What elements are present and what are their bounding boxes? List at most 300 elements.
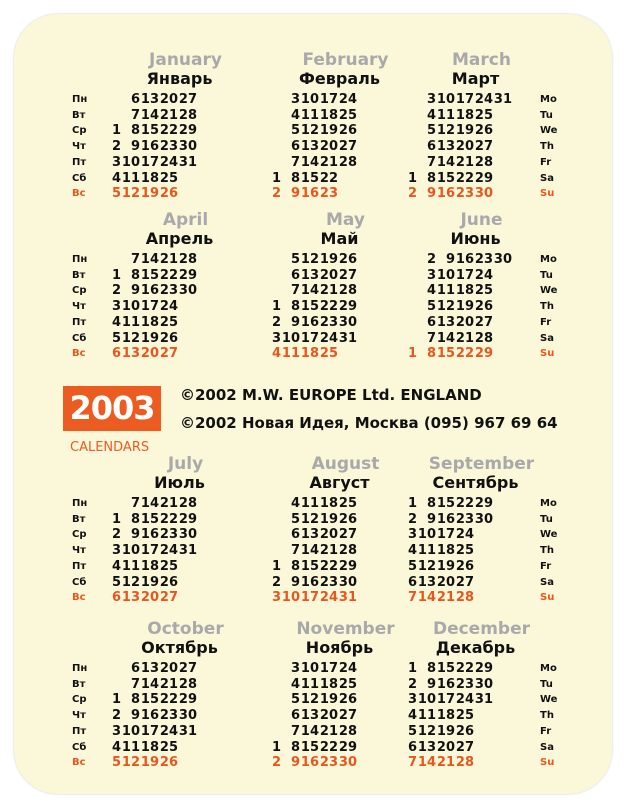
week-row xyxy=(262,755,357,771)
weekday-label-en: Fr xyxy=(540,316,552,328)
month-name-russian: Август xyxy=(309,473,370,492)
weekday-label-ru: Пн xyxy=(72,94,88,105)
weekday-label-en: Sa xyxy=(540,741,554,753)
day-cell: 23 xyxy=(455,511,474,527)
day-cell: 19 xyxy=(140,574,159,590)
day-cell: 9 xyxy=(130,708,140,724)
weekday-label-en: We xyxy=(540,529,558,541)
day-cell: 30 xyxy=(338,314,357,330)
week-row xyxy=(262,299,357,315)
day-cell: 24 xyxy=(319,330,338,346)
month-name-russian: Декабрь xyxy=(435,638,516,657)
day-cell: 7 xyxy=(130,107,140,123)
day-cell: 11 xyxy=(300,107,319,123)
day-cell: 23 xyxy=(455,186,474,202)
week-row xyxy=(398,331,512,347)
day-cell: 24 xyxy=(455,692,474,708)
day-cell: 31 xyxy=(178,543,197,559)
week-row xyxy=(398,590,493,606)
day-cell: 30 xyxy=(178,708,197,724)
weekday-label-en: Tu xyxy=(540,109,553,121)
day-cell: 16 xyxy=(300,314,319,330)
day-cell: 6 xyxy=(290,527,300,543)
day-cell: 18 xyxy=(436,543,455,559)
weekday-label-ru: Чт xyxy=(72,301,86,313)
day-cell: 19 xyxy=(455,123,474,139)
day-cell: 6 xyxy=(111,590,121,606)
day-cell: 28 xyxy=(455,590,474,606)
week-row xyxy=(262,268,357,284)
day-cell: 30 xyxy=(178,283,197,299)
week-row xyxy=(398,575,493,591)
week-row xyxy=(102,559,197,575)
month-name-english: July xyxy=(167,454,204,474)
day-cell: 8 xyxy=(290,558,300,574)
day-cell: 3 xyxy=(111,154,121,170)
month-name-english: May xyxy=(326,210,365,230)
day-cell: 2 xyxy=(111,139,121,155)
day-cell: 10 xyxy=(300,661,319,676)
week-row xyxy=(262,708,357,724)
day-cell: 4 xyxy=(271,346,281,362)
day-cell: 18 xyxy=(140,739,159,755)
day-cell: 21 xyxy=(436,755,455,771)
day-cell: 4 xyxy=(290,496,300,511)
day-cell: 5 xyxy=(290,692,300,708)
weekday-label-en: Tu xyxy=(540,513,553,525)
day-cell: 27 xyxy=(455,574,474,590)
day-cell: 19 xyxy=(436,723,455,739)
day-cell: 26 xyxy=(159,330,178,346)
day-cell: 9 xyxy=(130,139,140,155)
day-cell: 28 xyxy=(474,330,493,346)
day-cell: 20 xyxy=(319,708,338,724)
day-cell: 17 xyxy=(319,661,338,676)
day-cell: 4 xyxy=(426,283,436,299)
day-cell: 17 xyxy=(436,527,455,543)
day-cell: 12 xyxy=(436,299,455,315)
day-cell: 12 xyxy=(121,755,140,771)
day-cell: 29 xyxy=(474,346,493,362)
day-cell: 16 xyxy=(455,252,474,267)
day-cell: 27 xyxy=(159,346,178,362)
day-cell: 13 xyxy=(300,708,319,724)
week-row xyxy=(262,740,357,756)
week-row xyxy=(398,315,512,331)
month-name-english: June xyxy=(460,210,503,230)
week-row xyxy=(102,590,197,606)
day-cell: 26 xyxy=(455,558,474,574)
week-row xyxy=(102,677,197,693)
day-cell: 17 xyxy=(300,590,319,606)
day-cell: 13 xyxy=(436,314,455,330)
day-cell: 23 xyxy=(159,527,178,543)
day-cell: 4 xyxy=(290,107,300,123)
week-row xyxy=(262,512,357,528)
day-cell: 11 xyxy=(121,558,140,574)
day-cell: 21 xyxy=(159,107,178,123)
day-cell: 14 xyxy=(300,154,319,170)
day-cell: 10 xyxy=(417,692,436,708)
day-cell: 31 xyxy=(338,330,357,346)
day-cell: 4 xyxy=(111,558,121,574)
day-cell: 24 xyxy=(338,92,357,107)
day-cell: 20 xyxy=(319,267,338,283)
weekday-label-ru: Пн xyxy=(72,663,88,674)
weekday-label-ru: Вс xyxy=(72,188,86,200)
month-october xyxy=(98,619,273,789)
day-cell: 20 xyxy=(455,314,474,330)
day-cell: 23 xyxy=(474,252,493,267)
weekday-label-ru: Сб xyxy=(72,332,87,344)
day-cell: 2 xyxy=(271,314,281,330)
day-cell: 26 xyxy=(159,186,178,202)
day-cell: 19 xyxy=(319,252,338,267)
day-cell: 3 xyxy=(290,92,300,107)
month-name-english: February xyxy=(302,50,389,70)
day-cell: 10 xyxy=(121,543,140,559)
day-cell: 25 xyxy=(159,314,178,330)
day-cell: 8 xyxy=(130,123,140,139)
week-row xyxy=(262,527,357,543)
day-cell: 24 xyxy=(474,92,493,107)
day-cell: 6 xyxy=(111,346,121,362)
weekday-label-ru: Ср xyxy=(72,125,87,137)
day-cell: 29 xyxy=(474,496,493,511)
day-cell: 14 xyxy=(140,676,159,692)
day-cell: 14 xyxy=(300,723,319,739)
week-row xyxy=(262,155,357,171)
day-cell: 15 xyxy=(140,511,159,527)
day-cell: 26 xyxy=(474,123,493,139)
day-cell: 11 xyxy=(300,676,319,692)
week-row xyxy=(102,512,197,528)
weekday-label-en: Fr xyxy=(540,560,552,572)
day-cell: 20 xyxy=(140,346,159,362)
day-cell: 27 xyxy=(338,139,357,155)
day-cell: 13 xyxy=(121,590,140,606)
month-name-russian: Октябрь xyxy=(141,638,218,657)
weekday-label-ru: Вс xyxy=(72,757,86,769)
day-cell: 2 xyxy=(111,283,121,299)
day-cell: 27 xyxy=(338,708,357,724)
day-cell: 12 xyxy=(121,186,140,202)
week-row xyxy=(102,283,197,299)
month-name-russian: Январь xyxy=(146,69,213,88)
day-cell: 18 xyxy=(436,708,455,724)
weekday-label-ru: Вс xyxy=(72,592,86,604)
day-cell: 29 xyxy=(474,170,493,186)
week-row xyxy=(398,512,493,528)
day-cell: 19 xyxy=(319,692,338,708)
day-cell: 1 xyxy=(111,511,121,527)
day-cell: 5 xyxy=(290,252,300,267)
weekday-label-ru: Вт xyxy=(72,678,86,690)
week-row xyxy=(102,543,197,559)
day-cell: 3 xyxy=(111,543,121,559)
day-cell: 9 xyxy=(445,252,455,267)
day-cell: 6 xyxy=(130,661,140,676)
week-row xyxy=(262,590,357,606)
week-row xyxy=(102,708,197,724)
year-logo: 2003 xyxy=(63,386,161,431)
day-cell: 18 xyxy=(455,283,474,299)
day-cell: 16 xyxy=(300,755,319,771)
month-july xyxy=(98,454,273,624)
day-cell: 9 xyxy=(290,314,300,330)
day-cell: 1 xyxy=(407,661,417,676)
weekday-label-en: We xyxy=(540,125,558,137)
day-cell: 27 xyxy=(474,314,493,330)
day-cell: 9 xyxy=(130,527,140,543)
day-cell: 1 xyxy=(111,123,121,139)
day-cell: 22 xyxy=(159,123,178,139)
day-cell: 25 xyxy=(474,283,493,299)
day-cell: 16 xyxy=(436,186,455,202)
copyright-english: ©2002 M.W. EUROPE Ltd. ENGLAND xyxy=(180,386,482,404)
weekday-label-ru: Вс xyxy=(72,348,86,360)
weekday-label-en: We xyxy=(540,285,558,297)
day-cell: 30 xyxy=(178,527,197,543)
day-cell: 9 xyxy=(426,676,436,692)
day-cell: 21 xyxy=(319,154,338,170)
day-cell: 5 xyxy=(426,299,436,315)
day-cell: 5 xyxy=(407,558,417,574)
day-cell: 6 xyxy=(130,92,140,107)
day-cell: 25 xyxy=(474,107,493,123)
day-cell: 30 xyxy=(474,186,493,202)
day-cell: 3 xyxy=(111,723,121,739)
day-cell: 28 xyxy=(178,252,197,267)
day-cell: 22 xyxy=(319,739,338,755)
day-cell: 22 xyxy=(455,346,474,362)
day-cell: 12 xyxy=(300,123,319,139)
week-row xyxy=(398,708,493,724)
month-name-english: November xyxy=(296,619,395,639)
day-cell: 23 xyxy=(319,574,338,590)
week-row xyxy=(102,575,197,591)
week-row xyxy=(262,346,357,362)
week-row xyxy=(398,559,493,575)
day-cell: 15 xyxy=(436,661,455,676)
day-cell: 12 xyxy=(121,574,140,590)
day-cell: 4 xyxy=(290,676,300,692)
day-cell: 22 xyxy=(159,692,178,708)
day-cell: 2 xyxy=(271,186,281,202)
day-cell: 2 xyxy=(426,252,436,267)
month-name-english: October xyxy=(147,619,224,639)
day-cell: 29 xyxy=(178,692,197,708)
week-row xyxy=(102,123,197,139)
day-cell: 26 xyxy=(338,511,357,527)
day-cell: 1 xyxy=(111,267,121,283)
week-row xyxy=(102,661,197,677)
day-cell: 11 xyxy=(417,543,436,559)
day-cell: 20 xyxy=(159,661,178,676)
day-cell: 7 xyxy=(290,543,300,559)
day-cell: 27 xyxy=(338,267,357,283)
week-row xyxy=(398,92,512,108)
day-cell: 26 xyxy=(455,723,474,739)
weekday-label-ru: Вт xyxy=(72,109,86,121)
day-cell: 17 xyxy=(140,723,159,739)
day-cell: 7 xyxy=(290,723,300,739)
day-cell: 13 xyxy=(417,739,436,755)
week-row xyxy=(102,171,197,187)
month-name-english: September xyxy=(428,454,535,474)
day-cell: 2 xyxy=(407,186,417,202)
day-cell: 13 xyxy=(140,661,159,676)
weekday-label-en: Su xyxy=(540,757,555,769)
week-row xyxy=(262,139,357,155)
week-row xyxy=(262,677,357,693)
week-row xyxy=(398,755,493,771)
day-cell: 19 xyxy=(455,299,474,315)
day-cell: 22 xyxy=(319,170,338,186)
day-cell: 28 xyxy=(338,543,357,559)
day-cell: 22 xyxy=(159,267,178,283)
week-row xyxy=(398,677,493,693)
weekday-label-ru: Сб xyxy=(72,576,87,588)
weekday-label-en: We xyxy=(540,694,558,706)
day-cell: 20 xyxy=(436,739,455,755)
weekday-label-en: Su xyxy=(540,592,555,604)
day-cell: 20 xyxy=(319,527,338,543)
weekday-label-en: Mo xyxy=(540,663,557,674)
day-cell: 23 xyxy=(455,676,474,692)
day-cell: 21 xyxy=(159,676,178,692)
day-cell: 22 xyxy=(455,170,474,186)
day-cell: 11 xyxy=(436,283,455,299)
day-cell: 13 xyxy=(300,267,319,283)
day-cell: 15 xyxy=(300,739,319,755)
day-cell: 3 xyxy=(407,692,417,708)
day-cell: 13 xyxy=(121,346,140,362)
weekday-label-ru: Сб xyxy=(72,741,87,753)
day-cell: 5 xyxy=(111,574,121,590)
day-cell: 8 xyxy=(290,299,300,315)
day-cell: 1 xyxy=(111,692,121,708)
month-name-russian: Июль xyxy=(154,473,205,492)
day-cell: 16 xyxy=(436,676,455,692)
weekday-label-ru: Пт xyxy=(72,725,87,737)
day-cell: 15 xyxy=(140,123,159,139)
day-cell: 13 xyxy=(140,92,159,107)
day-cell: 7 xyxy=(130,252,140,267)
week-row xyxy=(262,123,357,139)
day-cell: 2 xyxy=(271,755,281,771)
day-cell: 13 xyxy=(300,139,319,155)
day-cell: 10 xyxy=(281,590,300,606)
day-cell: 8 xyxy=(130,511,140,527)
month-name-russian: Апрель xyxy=(145,229,214,248)
day-cell: 17 xyxy=(436,692,455,708)
weekday-label-en: Sa xyxy=(540,172,554,184)
copyright-russian: ©2002 Новая Идея, Москва (095) 967 69 64 xyxy=(180,414,558,432)
week-row xyxy=(398,527,493,543)
weekday-label-en: Fr xyxy=(540,725,552,737)
day-cell: 18 xyxy=(300,346,319,362)
day-cell: 23 xyxy=(319,314,338,330)
day-cell: 26 xyxy=(338,123,357,139)
day-cell: 8 xyxy=(290,739,300,755)
day-cell: 15 xyxy=(300,170,319,186)
day-cell: 6 xyxy=(290,708,300,724)
day-cell: 2 xyxy=(111,708,121,724)
day-cell: 29 xyxy=(178,267,197,283)
month-name-english: March xyxy=(452,50,511,70)
day-cell: 17 xyxy=(319,92,338,107)
day-cell: 24 xyxy=(338,661,357,676)
day-cell: 4 xyxy=(111,170,121,186)
week-row xyxy=(102,346,197,362)
day-cell: 29 xyxy=(338,558,357,574)
day-cell: 24 xyxy=(159,543,178,559)
month-name-russian: Сентябрь xyxy=(432,473,519,492)
day-cell: 4 xyxy=(111,314,121,330)
day-cell: 21 xyxy=(319,723,338,739)
day-cell: 1 xyxy=(407,170,417,186)
day-cell: 31 xyxy=(338,590,357,606)
day-cell: 17 xyxy=(455,267,474,283)
day-cell: 26 xyxy=(159,755,178,771)
week-row xyxy=(102,724,197,740)
day-cell: 19 xyxy=(319,123,338,139)
weekday-label-ru: Пт xyxy=(72,156,87,168)
day-cell: 31 xyxy=(474,692,493,708)
day-cell: 15 xyxy=(436,170,455,186)
day-cell: 2 xyxy=(407,511,417,527)
day-cell: 9 xyxy=(290,186,300,202)
week-row xyxy=(102,139,197,155)
day-cell: 4 xyxy=(407,708,417,724)
week-row xyxy=(398,171,512,187)
week-row xyxy=(262,661,357,677)
day-cell: 24 xyxy=(474,267,493,283)
day-cell: 22 xyxy=(159,511,178,527)
day-cell: 16 xyxy=(140,283,159,299)
weekday-label-en: Tu xyxy=(540,269,553,281)
day-cell: 7 xyxy=(290,154,300,170)
day-cell: 14 xyxy=(436,330,455,346)
weekday-label-en: Tu xyxy=(540,678,553,690)
week-row xyxy=(102,155,197,171)
day-cell: 24 xyxy=(159,154,178,170)
week-row xyxy=(262,543,357,559)
day-cell: 27 xyxy=(474,139,493,155)
day-cell: 8 xyxy=(426,170,436,186)
week-row xyxy=(102,527,197,543)
day-cell: 22 xyxy=(455,496,474,511)
day-cell: 16 xyxy=(140,708,159,724)
month-name-russian: Июнь xyxy=(450,229,501,248)
day-cell: 24 xyxy=(159,723,178,739)
day-cell: 19 xyxy=(319,511,338,527)
day-cell: 11 xyxy=(121,170,140,186)
week-row xyxy=(262,692,357,708)
day-cell: 4 xyxy=(426,107,436,123)
weekday-label-en: Mo xyxy=(540,94,557,105)
day-cell: 5 xyxy=(111,755,121,771)
day-cell: 2 xyxy=(271,574,281,590)
month-april xyxy=(98,210,273,380)
day-cell: 17 xyxy=(455,92,474,107)
day-cell: 3 xyxy=(271,590,281,606)
week-row xyxy=(262,283,357,299)
day-cell: 16 xyxy=(300,574,319,590)
weekday-label-en: Mo xyxy=(540,498,557,509)
day-cell: 18 xyxy=(140,314,159,330)
